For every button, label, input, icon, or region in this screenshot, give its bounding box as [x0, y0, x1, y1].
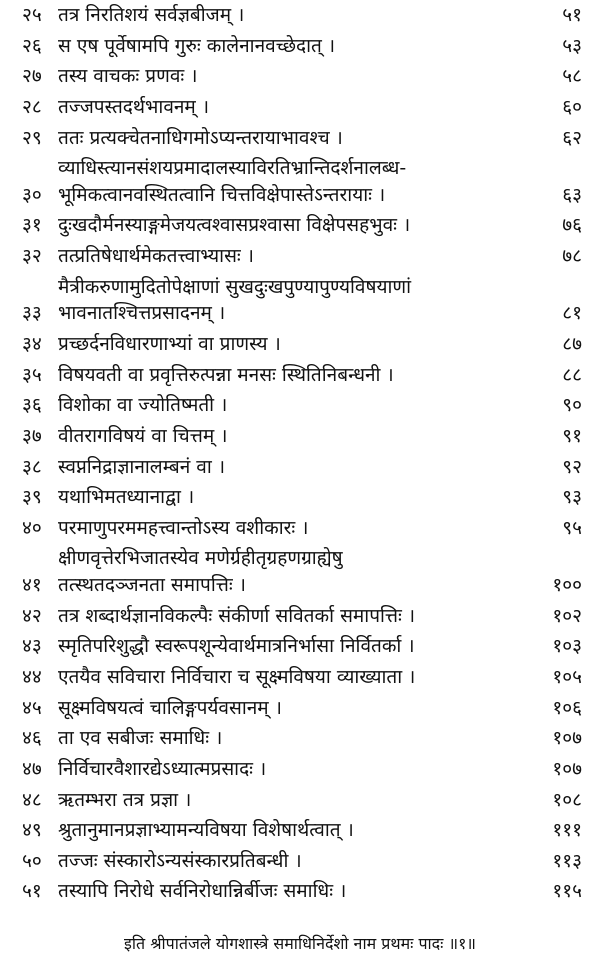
- sutra-number: ४५: [22, 696, 42, 719]
- sutra-number: २७: [22, 65, 42, 88]
- sutra-number: ४३: [22, 635, 42, 658]
- page-reference: ८८: [562, 363, 582, 386]
- page-reference: ९३: [562, 486, 582, 509]
- sutra-text: [58, 243, 526, 270]
- sutra-number: ३१: [22, 214, 42, 237]
- page-reference: ९१: [562, 424, 582, 447]
- sutra-row: [22, 63, 582, 90]
- sutra-row: [22, 423, 582, 450]
- page-reference: ७६: [562, 214, 582, 237]
- sutra-text-line: विशोका वा ज्योतिष्मती ।: [58, 394, 228, 417]
- sutra-text-line: स्वप्ननिद्राज्ञानालम्बनं वा ।: [58, 455, 226, 478]
- sutra-number: ४६: [22, 727, 42, 750]
- page-reference: १००: [552, 574, 582, 597]
- sutra-text: [58, 274, 526, 327]
- sutra-row: [22, 817, 582, 844]
- sutra-text: [58, 817, 526, 844]
- page-reference: ५३: [562, 34, 582, 57]
- sutra-text-line: श्रुतानुमानप्रज्ञाभ्यामन्यविषया विशेषार्थत्वात् ।: [58, 819, 354, 842]
- sutra-row: [22, 125, 582, 152]
- sutra-text: [58, 454, 526, 481]
- sutra-number: ४७: [22, 757, 42, 780]
- sutra-text: [58, 633, 526, 660]
- sutra-row: [22, 212, 582, 239]
- sutra-text: [58, 392, 526, 419]
- sutra-row: [22, 725, 582, 752]
- sutra-number: ४९: [22, 819, 42, 842]
- sutra-number: २५: [22, 4, 42, 26]
- sutra-number: ४८: [22, 788, 42, 811]
- sutra-text-line: निर्विचारवैशारद्येऽध्यात्मप्रसादः ।: [58, 757, 267, 780]
- sutra-text-line: स्मृतिपरिशुद्धौ स्वरूपशून्येवार्थमात्रनिर्भासा निर्वितर्का ।: [58, 635, 415, 658]
- sutra-text-line: तत्स्थतदञ्जनता समापत्तिः ।: [58, 574, 246, 597]
- sutra-number: ३४: [22, 332, 42, 355]
- sutra-text-line: तज्जः संस्कारोऽन्यसंस्कारप्रतिबन्धी ।: [58, 849, 302, 872]
- sutra-number: २९: [22, 126, 42, 149]
- sutra-row: [22, 515, 582, 542]
- sutra-text: [58, 725, 526, 752]
- sutra-text-line: तत्प्रतिषेधार्थमेकतत्त्वाभ्यासः ।: [58, 245, 255, 268]
- sutra-text-line: व्याधिस्त्यानसंशयप्रमादालस्याविरतिभ्रान्तिदर्शनालब्ध-: [58, 157, 407, 180]
- page-reference: १०३: [552, 635, 582, 658]
- sutra-text: [58, 484, 526, 511]
- sutra-text: [58, 756, 526, 783]
- page-reference: ८१: [562, 302, 582, 325]
- sutra-text: [58, 212, 526, 239]
- sutra-text: [58, 664, 526, 691]
- sutra-text-line: यथाभिमतध्यानाद्वा ।: [58, 486, 195, 509]
- sutra-text: [58, 423, 526, 450]
- sutra-row: [22, 94, 582, 121]
- sutra-text-line: ता एव सबीजः समाधिः ।: [58, 727, 223, 750]
- sutra-number: ४२: [22, 604, 42, 627]
- sutra-text-line: मैत्रीकरुणामुदितोपेक्षाणां सुखदुःखपुण्यापुण्यविषयाणां: [58, 275, 412, 298]
- page-reference: ९२: [562, 455, 582, 478]
- sutra-text: [58, 878, 526, 905]
- sutra-row: [22, 633, 582, 660]
- sutra-text-line: एतयैव सविचारा निर्विचारा च सूक्ष्मविषया व्याख्याता ।: [58, 665, 416, 688]
- page-reference: ११५: [552, 880, 582, 903]
- page-reference: ७८: [562, 245, 582, 268]
- sutra-row: [22, 454, 582, 481]
- page-reference: ५८: [562, 65, 582, 88]
- sutra-number: ४१: [22, 574, 42, 597]
- page-reference: १०८: [552, 788, 582, 811]
- sutra-row: [22, 545, 582, 598]
- sutra-text: [58, 545, 526, 598]
- sutra-number: २६: [22, 34, 42, 57]
- sutra-text: [58, 94, 526, 121]
- page-reference: ८७: [562, 332, 582, 355]
- sutra-number: ३८: [22, 455, 42, 478]
- sutra-row: [22, 331, 582, 358]
- page-reference: ६०: [562, 95, 582, 118]
- page-reference: ९५: [562, 516, 582, 539]
- page-reference: ६३: [562, 183, 582, 206]
- sutra-text: [58, 33, 526, 60]
- sutra-text: [58, 63, 526, 90]
- sutra-row: [22, 362, 582, 389]
- sutra-text-line: ततः प्रत्यक्चेतनाधिगमोऽप्यन्तरायाभावश्च ।: [58, 126, 343, 149]
- sutra-text-line: तज्जपस्तदर्थभावनम् ।: [58, 95, 210, 118]
- sutra-row: [22, 787, 582, 814]
- page-reference: १११: [552, 819, 582, 842]
- sutra-number: ५०: [22, 849, 42, 872]
- page-reference: १०५: [552, 665, 582, 688]
- sutra-row: [22, 2, 582, 29]
- sutra-text-line: परमाणुपरममहत्त्वान्तोऽस्य वशीकारः ।: [58, 516, 309, 539]
- sutra-text-line: ऋतम्भरा तत्र प्रज्ञा ।: [58, 788, 192, 811]
- sutra-row: [22, 155, 582, 208]
- sutra-number: २८: [22, 95, 42, 118]
- sutra-row: [22, 878, 582, 905]
- sutra-text-line: प्रच्छर्दनविधारणाभ्यां वा प्राणस्य ।: [58, 332, 281, 355]
- sutra-text-line: स एष पूर्वेषामपि गुरुः कालेनानवच्छेदात् ।: [58, 34, 336, 57]
- sutra-row: [22, 664, 582, 691]
- sutra-index-list: [22, 2, 582, 909]
- sutra-text-line: भूमिकत्वानवस्थितत्वानि चित्तविक्षेपास्तेऽन्तरायाः ।: [58, 183, 386, 206]
- page-reference: ९०: [562, 394, 582, 417]
- sutra-text-line: तत्र शब्दार्थज्ञानविकल्पैः संकीर्णा सवितर्का समापत्तिः ।: [58, 604, 416, 627]
- sutra-text: [58, 695, 526, 722]
- page-reference: १०७: [552, 757, 582, 780]
- sutra-text-line: विषयवती वा प्रवृत्तिरुत्पन्ना मनसः स्थितिनिबन्धनी ।: [58, 363, 394, 386]
- sutra-text-line: तत्र निरतिशयं सर्वज्ञबीजम् ।: [58, 4, 245, 26]
- sutra-number: ४०: [22, 516, 42, 539]
- sutra-number: ३२: [22, 245, 42, 268]
- sutra-number: ३५: [22, 363, 42, 386]
- sutra-number: ३६: [22, 394, 42, 417]
- sutra-text-line: भावनातश्चित्तप्रसादनम् ।: [58, 302, 226, 325]
- sutra-text-line: दुःखदौर्मनस्याङ्गमेजयत्वश्वासप्रश्वासा विक्षेपसहभुवः ।: [58, 214, 411, 237]
- sutra-row: [22, 33, 582, 60]
- sutra-row: [22, 695, 582, 722]
- chapter-colophon: इति श्रीपातंजले योगशास्त्रे समाधिनिर्देशो नाम प्रथमः पादः ॥१॥: [123, 934, 476, 953]
- sutra-text: [58, 603, 526, 630]
- sutra-text-line: तस्यापि निरोधे सर्वनिरोधान्निर्बीजः समाधिः ।: [58, 880, 347, 903]
- sutra-text: [58, 515, 526, 542]
- sutra-text: [58, 848, 526, 875]
- sutra-text: [58, 331, 526, 358]
- sutra-text: [58, 2, 526, 29]
- sutra-text-line: तस्य वाचकः प्रणवः ।: [58, 65, 198, 88]
- sutra-number: ५१: [22, 880, 42, 903]
- page-reference: ११३: [552, 849, 582, 872]
- page-reference: १०२: [552, 604, 582, 627]
- sutra-row: [22, 484, 582, 511]
- page-reference: १०६: [552, 696, 582, 719]
- sutra-number: ३७: [22, 424, 42, 447]
- sutra-text-line: क्षीणवृत्तेरभिजातस्येव मणेर्ग्रहीतृग्रहणग्राह्येषु: [58, 547, 343, 570]
- sutra-row: [22, 392, 582, 419]
- sutra-number: ४४: [22, 665, 42, 688]
- sutra-text-line: वीतरागविषयं वा चित्तम् ।: [58, 424, 228, 447]
- sutra-number: ३३: [22, 302, 42, 325]
- sutra-row: [22, 603, 582, 630]
- sutra-text: [58, 155, 526, 208]
- sutra-text-line: सूक्ष्मविषयत्वं चालिङ्गपर्यवसानम् ।: [58, 696, 282, 719]
- page-reference: ५१: [562, 4, 582, 26]
- sutra-row: [22, 848, 582, 875]
- sutra-row: [22, 274, 582, 327]
- sutra-text: [58, 787, 526, 814]
- page-reference: १०७: [552, 727, 582, 750]
- sutra-row: [22, 243, 582, 270]
- sutra-number: ३०: [22, 183, 42, 206]
- sutra-text: [58, 125, 526, 152]
- page-reference: ६२: [562, 126, 582, 149]
- sutra-text: [58, 362, 526, 389]
- sutra-row: [22, 756, 582, 783]
- sutra-number: ३९: [22, 486, 42, 509]
